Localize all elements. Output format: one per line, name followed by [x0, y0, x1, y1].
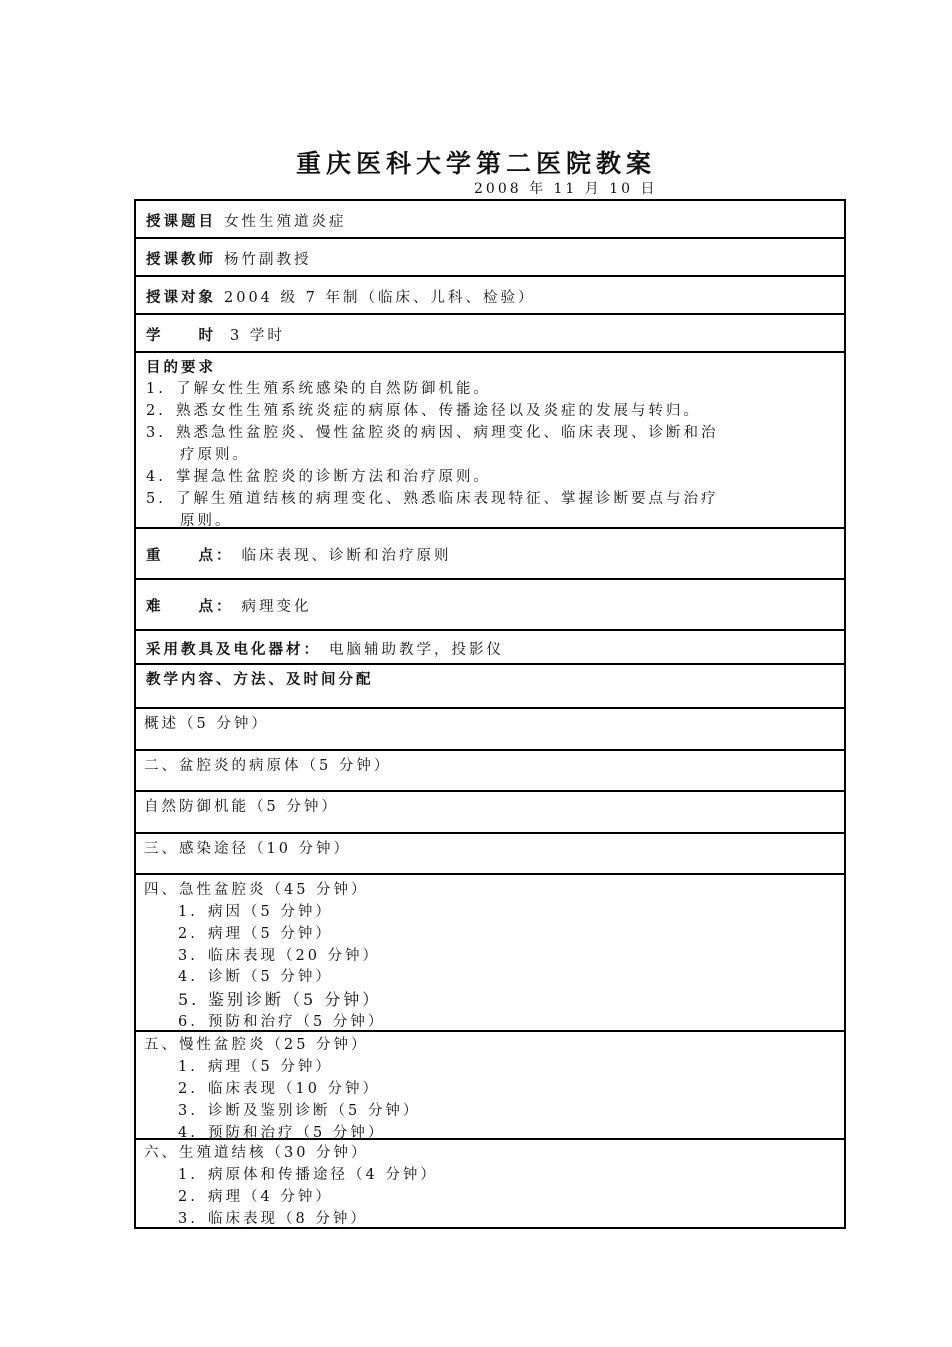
section-overview-row	[136, 709, 844, 751]
audience-label: 授课对象	[146, 289, 216, 306]
topic-row	[136, 201, 844, 239]
equipment-value: 电脑辅助教学，投影仪	[329, 642, 504, 658]
key-point-row	[136, 529, 844, 580]
equipment-row	[136, 631, 844, 665]
section-pathogen-row	[136, 751, 844, 792]
list-item: 2. 临床表现（10 分钟）	[178, 1081, 381, 1097]
teacher-row	[136, 239, 844, 277]
audience-value: 2004 级 7 年制（临床、儿科、检验）	[224, 290, 536, 306]
objectives-label: 目的要求	[146, 359, 216, 376]
list-item: 6. 预防和治疗（5 分钟）	[178, 1014, 386, 1030]
section-infection-row	[136, 834, 844, 875]
objective-item-continued: 原则。	[180, 513, 233, 529]
lesson-plan-table	[134, 199, 846, 1229]
teacher-value: 杨竹副教授	[224, 252, 312, 268]
list-item: 3. 诊断及鉴别诊断（5 分钟）	[178, 1103, 421, 1119]
objective-item: 3. 熟悉急性盆腔炎、慢性盆腔炎的病因、病理变化、临床表现、诊断和治	[146, 425, 719, 441]
key-point-value: 临床表现、诊断和治疗原则	[241, 548, 452, 564]
list-item: 1. 病因（5 分钟）	[178, 904, 333, 920]
section-overview: 概述（5 分钟）	[144, 716, 269, 732]
list-item: 2. 病理（4 分钟）	[178, 1189, 333, 1205]
objective-item-continued: 疗原则。	[180, 447, 250, 463]
section-acute-row	[136, 875, 844, 1032]
equipment-label: 采用教具及电化器材：	[146, 641, 321, 658]
hours-value: 3 学时	[230, 328, 285, 344]
objective-item: 2. 熟悉女性生殖系统炎症的病原体、传播途径以及炎症的发展与转归。	[146, 403, 701, 419]
section-defense: 自然防御机能（5 分钟）	[144, 799, 339, 815]
document-title: 重庆医科大学第二医院教案	[295, 149, 656, 178]
content-header: 教学内容、方法、及时间分配	[146, 671, 374, 688]
list-item: 4. 诊断（5 分钟）	[178, 969, 333, 985]
objective-item: 4. 掌握急性盆腔炎的诊断方法和治疗原则。	[146, 469, 491, 485]
section-chronic-title: 五、慢性盆腔炎（25 分钟）	[144, 1037, 369, 1053]
list-item: 2. 病理（5 分钟）	[178, 926, 333, 942]
list-item: 1. 病原体和传播途径（4 分钟）	[178, 1167, 438, 1183]
hours-label: 学 时	[146, 327, 216, 344]
list-item: 5. 鉴别诊断（5 分钟）	[178, 990, 382, 1009]
topic-label: 授课题目	[146, 213, 216, 230]
objective-item: 1. 了解女性生殖系统感染的自然防御机能。	[146, 381, 491, 397]
list-item: 3. 临床表现（8 分钟）	[178, 1211, 368, 1227]
content-header-row	[136, 665, 844, 709]
objectives-row	[136, 353, 844, 529]
difficulty-row	[136, 580, 844, 631]
audience-row	[136, 277, 844, 315]
document-date: 2008 年 11 月 10 日	[474, 181, 658, 197]
key-point-label: 重 点：	[146, 547, 234, 564]
section-tb-row	[136, 1140, 844, 1227]
topic-value: 女性生殖道炎症	[224, 214, 347, 230]
teacher-label: 授课教师	[146, 251, 216, 268]
section-infection: 三、感染途径（10 分钟）	[144, 841, 352, 857]
section-chronic-row	[136, 1032, 844, 1140]
objective-item: 5. 了解生殖道结核的病理变化、熟悉临床表现特征、掌握诊断要点与治疗	[146, 491, 719, 507]
list-item: 1. 病理（5 分钟）	[178, 1059, 333, 1075]
list-item: 4. 预防和治疗（5 分钟）	[178, 1125, 386, 1141]
difficulty-label: 难 点：	[146, 598, 234, 615]
difficulty-value: 病理变化	[241, 599, 312, 615]
section-tb-title: 六、生殖道结核（30 分钟）	[144, 1145, 369, 1161]
hours-row	[136, 315, 844, 353]
section-defense-row	[136, 792, 844, 834]
list-item: 3. 临床表现（20 分钟）	[178, 948, 381, 964]
section-acute-title: 四、急性盆腔炎（45 分钟）	[144, 882, 369, 898]
section-pathogen: 二、盆腔炎的病原体（5 分钟）	[144, 758, 392, 774]
